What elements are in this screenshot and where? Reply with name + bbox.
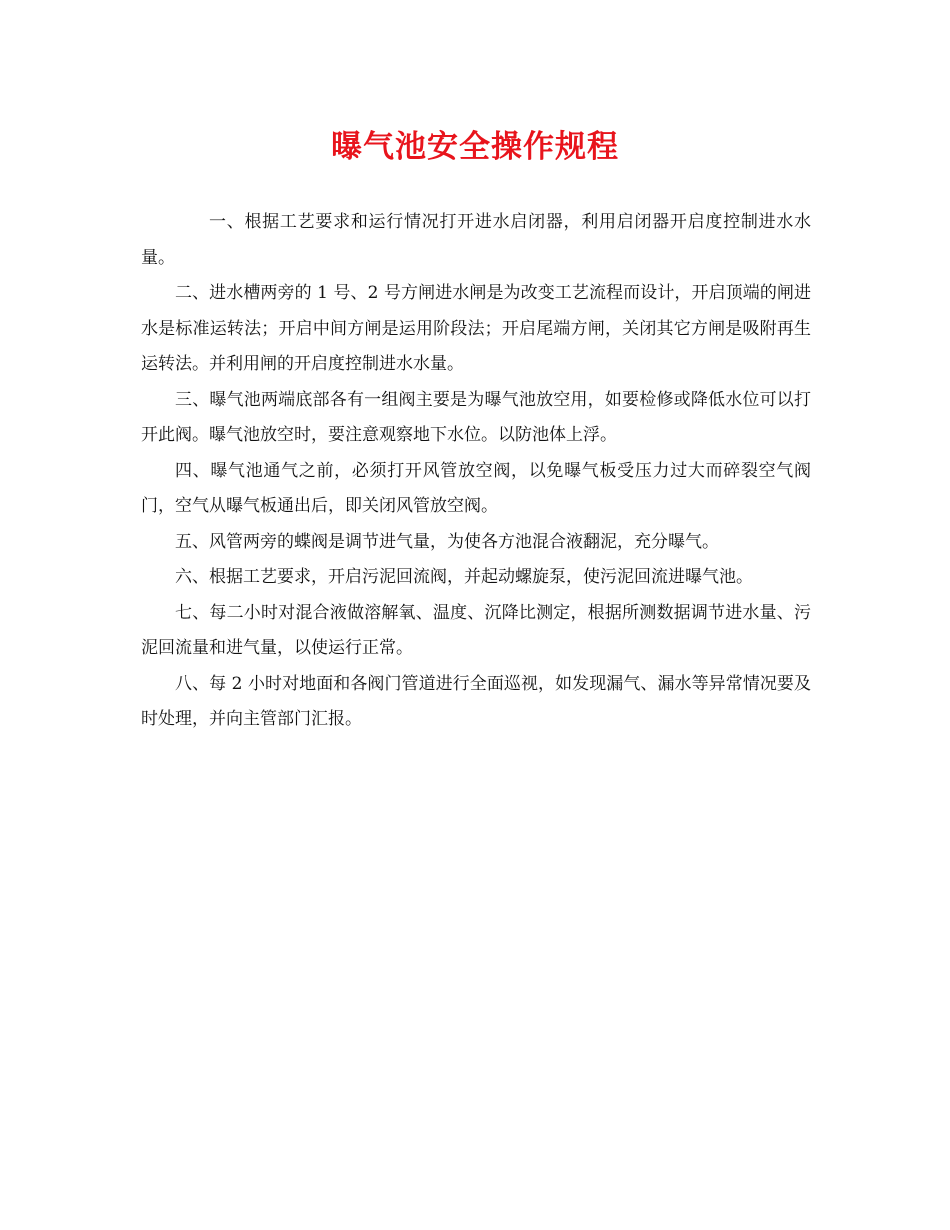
paragraph-5: 五、风管两旁的蝶阀是调节进气量，为使各方池混合液翻泥，充分曝气。 bbox=[175, 531, 719, 552]
paragraph-8: 八、每 2 小时对地面和各阀门管道进行全面巡视，如发现漏气、漏水等异常情况要及时处理，并向主管部门汇报。 bbox=[141, 673, 811, 729]
paragraph-7: 七、每二小时对混合液做溶解氧、温度、沉降比测定，根据所测数据调节进水量、污泥回流量和进气量，以使运行正常。 bbox=[141, 602, 811, 658]
paragraph-2: 二、进水槽两旁的 1 号、2 号方闸进水闸是为改变工艺流程而设计，开启顶端的闸进水是标准运转法；开启中间方闸是运用阶段法；开启尾端方闸，关闭其它方闸是吸附再生运转法。并利用闸的开启度控制进水水量。 bbox=[141, 283, 811, 374]
paragraph-3: 三、曝气池两端底部各有一组阀主要是为曝气池放空用，如要检修或降低水位可以打开此阀。曝气池放空时，要注意观察地下水位。以防池体上浮。 bbox=[141, 389, 811, 445]
document-title: 曝气池安全操作规程 bbox=[331, 129, 619, 165]
paragraph-4: 四、曝气池通气之前，必须打开风管放空阀，以免曝气板受压力过大而碎裂空气阀门，空气从曝气板通出后，即关闭风管放空阀。 bbox=[141, 460, 811, 516]
paragraph-6: 六、根据工艺要求，开启污泥回流阀，并起动螺旋泵，使污泥回流进曝气池。 bbox=[175, 567, 753, 587]
paragraph-1: 一、根据工艺要求和运行情况打开进水启闭器，利用启闭器开启度控制进水水量。 bbox=[141, 212, 811, 268]
document-body bbox=[141, 205, 811, 738]
